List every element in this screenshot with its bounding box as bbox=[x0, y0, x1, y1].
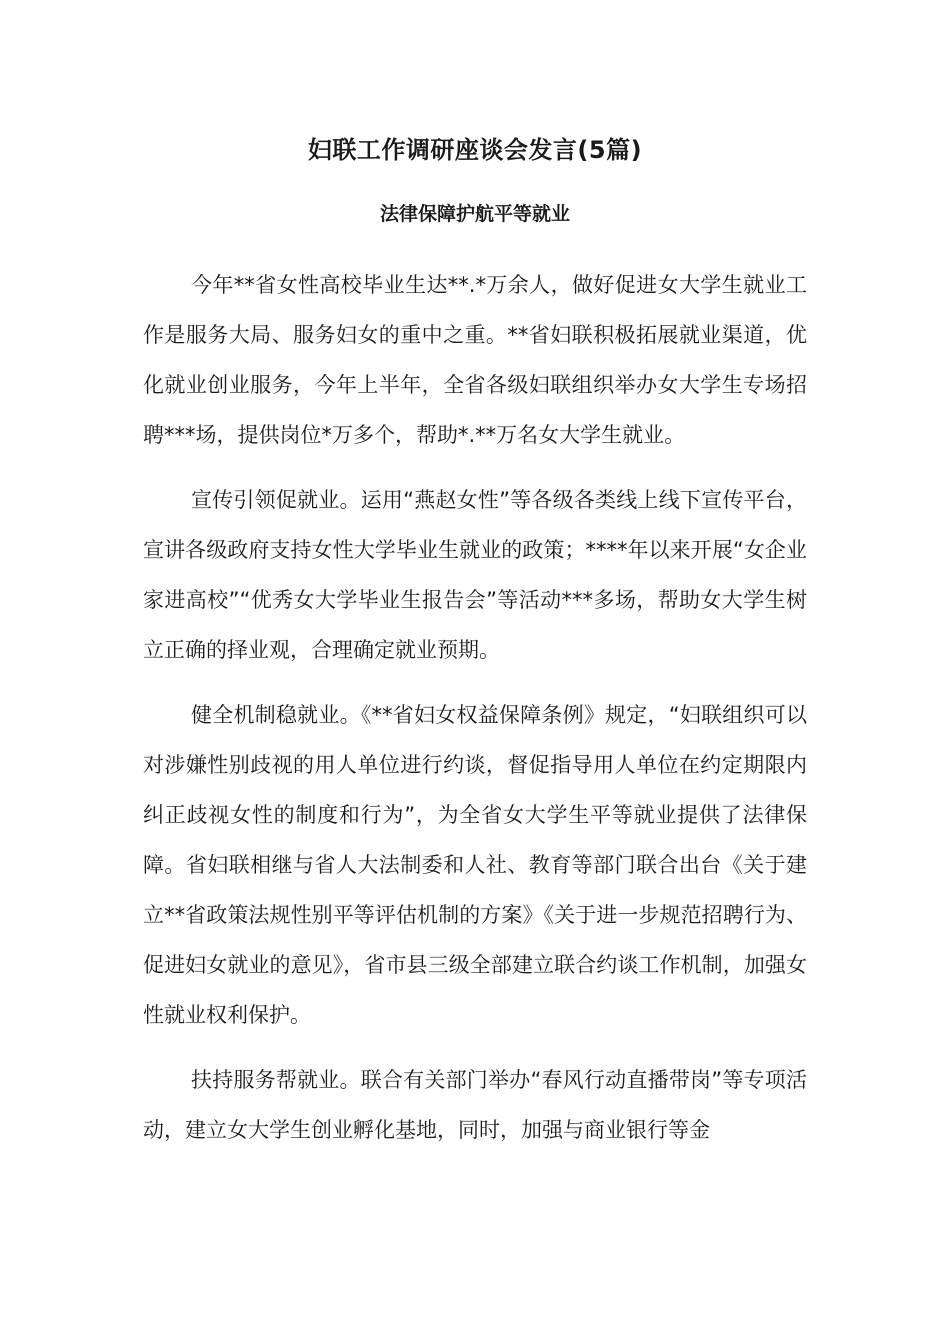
paragraph-publicity: 宣传引领促就业。运用“燕赵女性”等各级各类线上线下宣传平台，宣讲各级政府支持女性大学毕业生就业的政策；****年以来开展“女企业家进高校”“优秀女大学毕业生报告会”等活动***多场，帮助女大学生树立正确的择业观，合理确定就业预期。 bbox=[143, 488, 807, 662]
document-body bbox=[143, 260, 807, 1170]
document-title: 妇联工作调研座谈会发言(5篇) bbox=[307, 136, 643, 164]
paragraph-intro: 今年**省女性高校毕业生达**.*万余人，做好促进女大学生就业工作是服务大局、服务妇女的重中之重。**省妇联积极拓展就业渠道，优化就业创业服务，今年上半年，全省各级妇联组织举办女大学生专场招聘***场，提供岗位*万多个，帮助*.**万名女大学生就业。 bbox=[143, 273, 807, 447]
paragraph-support: 扶持服务帮就业。联合有关部门举办“春风行动直播带岗”等专项活动，建立女大学生创业孵化基地，同时，加强与商业银行等金 bbox=[143, 1068, 807, 1142]
section-title: 法律保障护航平等就业 bbox=[379, 203, 570, 225]
paragraph-mechanism: 健全机制稳就业。《**省妇女权益保障条例》规定，“妇联组织可以对涉嫌性别歧视的用人单位进行约谈，督促指导用人单位在约定期限内纠正歧视女性的制度和行为”，为全省女大学生平等就业提供了法律保障。省妇联相继与省人大法制委和人社、教育等部门联合出台《关于建立**省政策法规性别平等评估机制的方案》《关于进一步规范招聘行为、促进妇女就业的意见》，省市县三级全部建立联合约谈工作机制，加强女性就业权利保护。 bbox=[143, 703, 807, 1027]
